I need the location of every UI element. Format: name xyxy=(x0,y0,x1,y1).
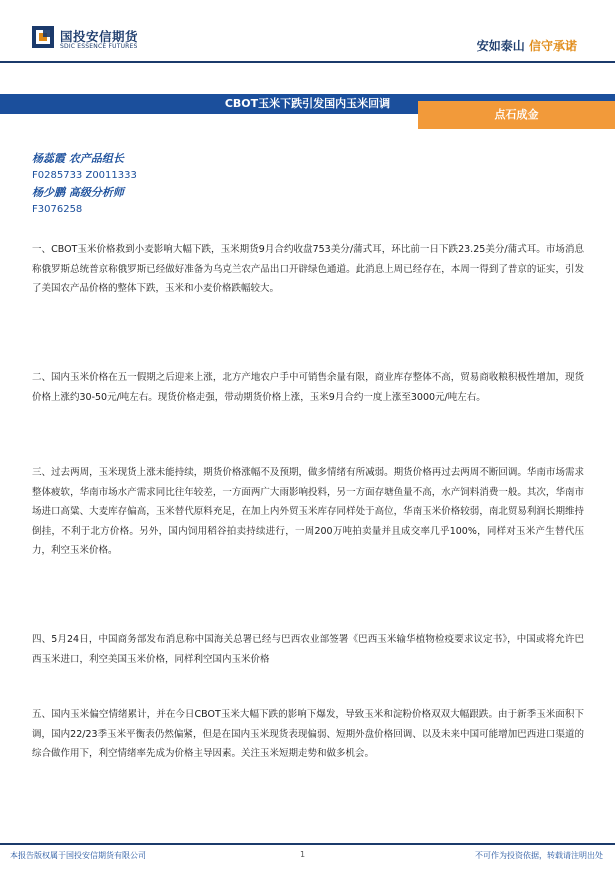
paragraph-5: 五、国内玉米偏空情绪累计，并在今日CBOT玉米大幅下跌的影响下爆发，导致玉米和淀粉价格双双大幅跟跌。由于新季玉米面积下调，国内22/23季玉米平衡表仍然偏紧，但是在国内玉米现货表现偏弱、短期外盘价格回调、以及未来中国可能增加巴西进口渠道的综合做作用下，利空情绪率先成为价格主导因素。关注玉米短期走势和做多机会。 xyxy=(32,709,584,759)
footer-copyright: 本报告版权属于国投安信期货有限公司 xyxy=(10,851,146,860)
slogan-part-2: 信守承诺 xyxy=(528,39,577,53)
company-name: 国投安信期货 xyxy=(60,29,139,44)
author-block xyxy=(32,150,137,218)
paragraph-4: 四、5月24日，中国商务部发布消息称中国海关总署已经与巴西农业部签署《巴西玉米输华植物检疫要求议定书》，中国或将允许巴西玉米进口，利空美国玉米价格，同样利空国内玉米价格 xyxy=(32,634,584,665)
company-slogan xyxy=(477,37,577,54)
report-title: CBOT玉米下跌引发国内玉米回调 xyxy=(0,94,615,114)
paragraph-1: 一、CBOT玉米价格救到小麦影响大幅下跌，玉米期货9月合约收盘753美分/蒲式耳，环比前一日下跌23.25美分/蒲式耳。市场消息称俄罗斯总统普京称俄罗斯已经做好准备为乌克兰农产品出口开辟绿色通道。此消息上周已经存在，本周一得到了普京的证实，引发了美国农产品价格的整体下跌，玉米和小麦价格跌幅较大。 xyxy=(32,244,584,294)
report-tag: 点石成金 xyxy=(418,101,615,129)
author-name-title: 杨少鹏 高级分析师 xyxy=(32,186,124,199)
footer-divider xyxy=(0,843,615,845)
header-divider xyxy=(0,61,615,63)
author-cert-number: F0285733 Z0011333 xyxy=(32,170,137,181)
paragraph-2: 二、国内玉米价格在五一假期之后迎来上涨，北方产地农户手中可销售余量有限，商业库存整体不高，贸易商收粮积极性增加，现货价格上涨约30-50元/吨左右。现货价格走强，带动期货价格上涨，玉米9月合约一度上涨至3000元/吨左右。 xyxy=(32,372,584,403)
company-name-english: SDIC ESSENCE FUTURES xyxy=(60,43,138,50)
author-name-title: 杨蕊霞 农产品组长 xyxy=(32,152,124,165)
footer-disclaimer: 不可作为投资依据，转载请注明出处 xyxy=(475,851,603,860)
author-cert-number: F3076258 xyxy=(32,204,83,215)
slogan-part-1: 安如泰山 xyxy=(476,39,525,53)
company-logo-icon xyxy=(32,26,54,48)
page-header xyxy=(0,0,615,64)
paragraph-3: 三、过去两周，玉米现货上涨未能持续，期货价格涨幅不及预期，做多情绪有所减弱。期货价格再过去两周不断回调。华南市场需求整体疲软，华南市场水产需求同比往年较差，一方面两广大雨影响投料，另一方面存塘鱼量不高，水产饲料消费一般。其次，华南市场进口高粱、大麦库存偏高，玉米替代原料充足，在加上内外贸玉米库存同样处于高位，华南玉米价格较弱，南北贸易利润长期维持倒挂，不利于北方价格。另外，国内饲用稻谷拍卖持续进行，一周200万吨拍卖量并且成交率几乎100%，同样对玉米产生替代压力，利空玉米价格。 xyxy=(32,467,584,556)
page-number: 1 xyxy=(300,850,306,859)
